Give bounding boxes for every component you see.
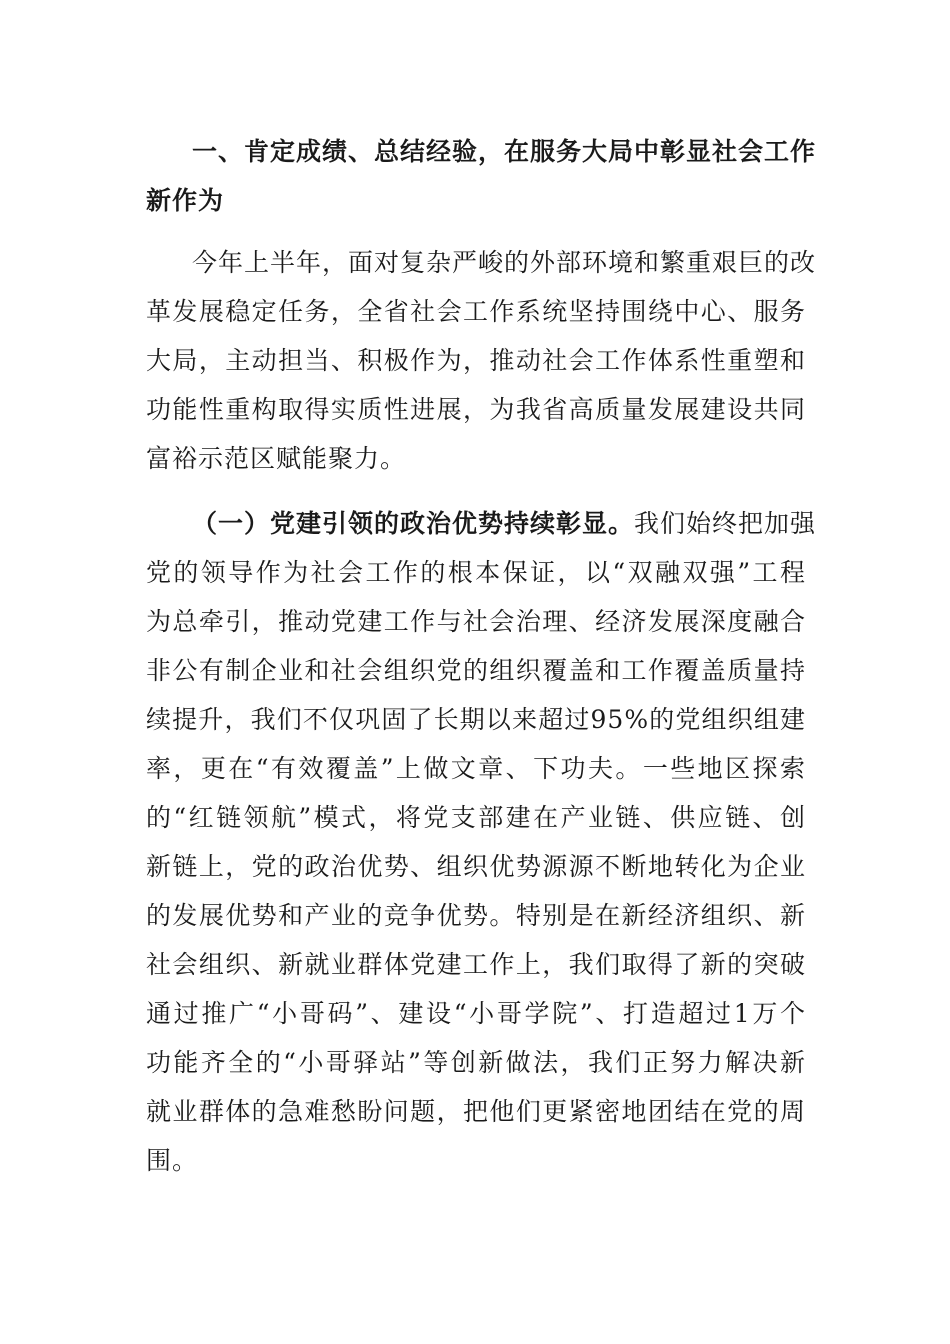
paragraph-2-line-5: 续提升，我们不仅巩固了长期以来超过95%的党组织组建 (146, 705, 806, 734)
paragraph-1-line-4: 功能性重构取得实质性进展，为我省高质量发展建设共同 (146, 395, 806, 424)
paragraph-2-subheading: （一）党建引领的政治优势持续彰显。 (192, 509, 635, 538)
paragraph-2-line-4: 非公有制企业和社会组织党的组织覆盖和工作覆盖质量持 (146, 656, 806, 685)
paragraph-1-line-5: 富裕示范区赋能聚力。 (146, 444, 407, 473)
paragraph-2-line-3: 为总牵引，推动党建工作与社会治理、经济发展深度融合 (146, 607, 806, 636)
paragraph-2-line-2: 党的领导作为社会工作的根本保证，以“双融双强”工程 (146, 558, 806, 587)
paragraph-2-line-6: 率，更在“有效覆盖”上做文章、下功夫。一些地区探索 (146, 754, 806, 783)
paragraph-2-first-line-rest: 我们始终把加强 (634, 509, 817, 538)
paragraph-2-line-11: 通过推广“小哥码”、建设“小哥学院”、打造超过1万个 (146, 999, 806, 1028)
paragraph-2-line-13: 就业群体的急难愁盼问题，把他们更紧密地团结在党的周 (146, 1097, 806, 1126)
paragraph-1-line-2: 革发展稳定任务，全省社会工作系统坚持围绕中心、服务 (146, 297, 806, 326)
section-heading-line-2: 新作为 (146, 186, 225, 215)
paragraph-1-line-1: 今年上半年，面对复杂严峻的外部环境和繁重艰巨的改 (192, 248, 817, 277)
paragraph-2-line-8: 新链上，党的政治优势、组织优势源源不断地转化为企业 (146, 852, 806, 881)
paragraph-2-line-12: 功能齐全的“小哥驿站”等创新做法，我们正努力解决新 (146, 1048, 806, 1077)
paragraph-2-line-9: 的发展优势和产业的竞争优势。特别是在新经济组织、新 (146, 901, 806, 930)
paragraph-2-line-1 (192, 504, 817, 544)
paragraph-2-line-14: 围。 (146, 1146, 199, 1175)
section-heading-line-1: 一、肯定成绩、总结经验，在服务大局中彰显社会工作 (192, 137, 817, 166)
paragraph-2-line-10: 社会组织、新就业群体党建工作上，我们取得了新的突破 (146, 950, 806, 979)
paragraph-2-line-7: 的“红链领航”模式，将党支部建在产业链、供应链、创 (146, 803, 806, 832)
paragraph-1-line-3: 大局，主动担当、积极作为，推动社会工作体系性重塑和 (146, 346, 806, 375)
